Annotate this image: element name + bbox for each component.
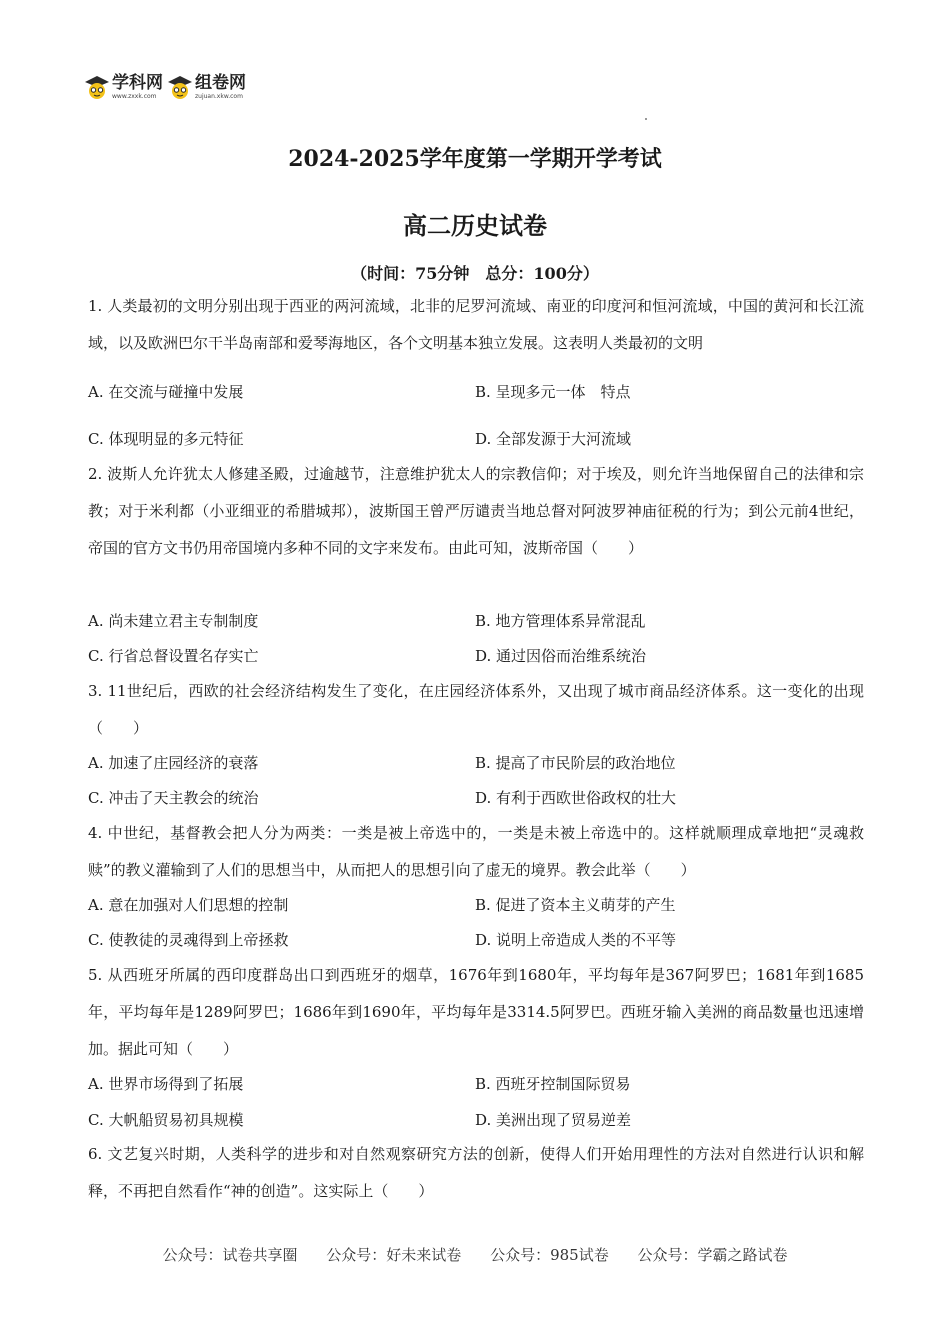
- option-row: [88, 380, 864, 404]
- scan-dot: [645, 118, 647, 120]
- option-c: C. 使教徒的灵魂得到上帝拯救: [88, 931, 289, 949]
- option-d: D. 全部发源于大河流域: [475, 430, 632, 448]
- logo-bar: [84, 70, 250, 104]
- logo-zujuanwang: [167, 74, 246, 100]
- option-a: A. 意在加强对人们思想的控制: [88, 896, 289, 914]
- footer-item: 公众号：学霸之路试卷: [637, 1246, 788, 1264]
- option-row: [88, 928, 864, 952]
- question-stem-5: 5. 从西班牙所属的西印度群岛出口到西班牙的烟草，1676年到1680年，平均每年是367阿罗巴；1681年到1685年，平均每年是1289阿罗巴；1686年到1690年，平均每年是3314.5阿罗巴。西班牙输入美洲的商品数量也迅速增加。据此可知（ ）: [88, 966, 864, 1058]
- option-row: [88, 644, 864, 668]
- option-a: A. 尚未建立君主专制制度: [88, 612, 259, 630]
- option-row: [88, 609, 864, 633]
- option-c: C. 冲击了天主教会的统治: [88, 789, 259, 807]
- question-stem-2: 2. 波斯人允许犹太人修建圣殿，过逾越节，注意维护犹太人的宗教信仰；对于埃及，则允许当地保留自己的法律和宗教；对于米利都（小亚细亚的希腊城邦），波斯国王曾严厉谴责当地总督对阿波罗神庙征税的行为；到公元前4世纪，帝国的官方文书仍用帝国境内多种不同的文字来发布。由此可知，波斯帝国（ ）: [88, 465, 864, 557]
- logo-url: www.zxxk.com: [112, 92, 157, 100]
- footer: [0, 1244, 950, 1265]
- footer-item: 公众号：好未来试卷: [326, 1246, 462, 1264]
- exam-title: 2024-2025学年度第一学期开学考试: [288, 146, 662, 172]
- option-c: C. 大帆船贸易初具规模: [88, 1111, 244, 1129]
- option-d: D. 通过因俗而治维系统治: [475, 647, 647, 665]
- logo-title: 学科网: [112, 72, 163, 93]
- exam-subtitle: 高二历史试卷: [403, 211, 547, 240]
- option-b: B. 西班牙控制国际贸易: [475, 1075, 631, 1093]
- question-stem-1: 1. 人类最初的文明分别出现于西亚的两河流域，北非的尼罗河流域、南亚的印度河和恒河流域，中国的黄河和长江流域，以及欧洲巴尔干半岛南部和爱琴海地区，各个文明基本独立发展。这表明人类最初的文明: [88, 297, 864, 352]
- question-stem-3: 3. 11世纪后，西欧的社会经济结构发生了变化，在庄园经济体系外，又出现了城市商品经济体系。这一变化的出现（ ）: [88, 682, 864, 737]
- option-d: D. 说明上帝造成人类的不平等: [475, 931, 677, 949]
- option-row: [88, 427, 864, 451]
- option-a: A. 世界市场得到了拓展: [88, 1075, 244, 1093]
- option-row: [88, 893, 864, 917]
- graduate-cap-icon: [84, 74, 110, 100]
- logo-title: 组卷网: [195, 72, 246, 93]
- footer-item: 公众号：985试卷: [490, 1246, 609, 1264]
- question-stem-4: 4. 中世纪，基督教会把人分为两类：一类是被上帝选中的，一类是未被上帝选中的。这样就顺理成章地把“灵魂救赎”的教义灌输到了人们的思想当中，从而把人的思想引向了虚无的境界。教会此举（ ）: [88, 824, 864, 879]
- logo-xuekewang: [84, 74, 163, 100]
- option-b: B. 提高了市民阶层的政治地位: [475, 754, 676, 772]
- exam-info: （时间：75分钟 总分：100分）: [351, 264, 599, 283]
- graduate-cap-icon: [167, 74, 193, 100]
- option-c: C. 体现明显的多元特征: [88, 430, 244, 448]
- option-row: [88, 751, 864, 775]
- option-c: C. 行省总督设置名存实亡: [88, 647, 259, 665]
- option-a: A. 在交流与碰撞中发展: [88, 383, 244, 401]
- option-d: D. 美洲出现了贸易逆差: [475, 1111, 632, 1129]
- option-b: B. 呈现多元一体 特点: [475, 383, 631, 401]
- footer-item: 公众号：试卷共享圈: [162, 1246, 298, 1264]
- option-b: B. 促进了资本主义萌芽的产生: [475, 896, 676, 914]
- logo-url: zujuan.xkw.com: [195, 92, 243, 100]
- option-row: [88, 1072, 864, 1096]
- option-row: [88, 786, 864, 810]
- option-b: B. 地方管理体系异常混乱: [475, 612, 646, 630]
- option-row: [88, 1108, 864, 1132]
- question-stem-6: 6. 文艺复兴时期，人类科学的进步和对自然观察研究方法的创新，使得人们开始用理性的方法对自然进行认识和解释，不再把自然看作“神的创造”。这实际上（ ）: [88, 1145, 864, 1200]
- option-a: A. 加速了庄园经济的衰落: [88, 754, 259, 772]
- option-d: D. 有利于西欧世俗政权的壮大: [475, 789, 677, 807]
